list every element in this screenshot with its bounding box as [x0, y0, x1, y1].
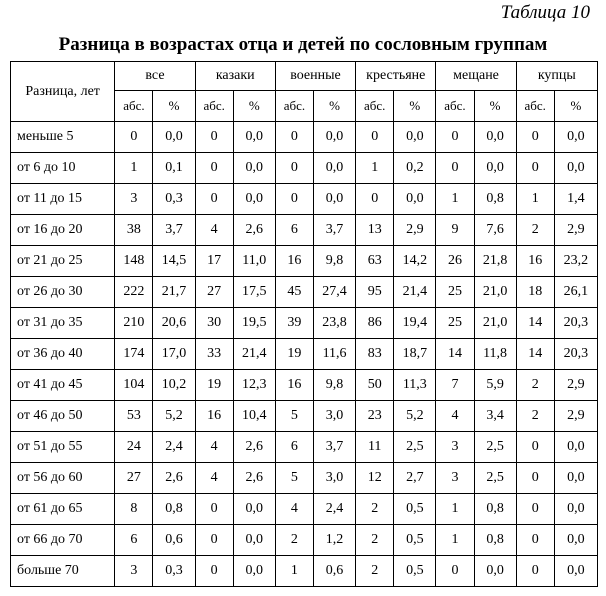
abs-value-cell: 0: [516, 463, 554, 494]
pct-value-cell: 2,4: [313, 494, 355, 525]
table-label: Таблица 10: [500, 2, 590, 23]
pct-value-cell: 14,2: [394, 246, 436, 277]
abs-value-cell: 0: [516, 122, 554, 153]
subheader-abs: абс.: [115, 91, 153, 122]
pct-value-cell: 0,0: [474, 153, 516, 184]
abs-value-cell: 16: [516, 246, 554, 277]
abs-value-cell: 0: [195, 184, 233, 215]
abs-value-cell: 0: [195, 525, 233, 556]
abs-value-cell: 5: [275, 463, 313, 494]
pct-value-cell: 20,6: [153, 308, 195, 339]
abs-value-cell: 0: [195, 153, 233, 184]
pct-value-cell: 9,8: [313, 370, 355, 401]
abs-value-cell: 0: [275, 153, 313, 184]
pct-value-cell: 0,0: [233, 122, 275, 153]
pct-value-cell: 17,0: [153, 339, 195, 370]
abs-value-cell: 7: [436, 370, 474, 401]
pct-value-cell: 0,0: [153, 122, 195, 153]
subheader-abs: абс.: [516, 91, 554, 122]
pct-value-cell: 0,5: [394, 494, 436, 525]
abs-value-cell: 26: [436, 246, 474, 277]
pct-value-cell: 21,0: [474, 277, 516, 308]
abs-value-cell: 6: [275, 432, 313, 463]
row-label: от 36 до 40: [11, 339, 115, 370]
abs-value-cell: 1: [516, 184, 554, 215]
table-row: [11, 277, 598, 308]
abs-value-cell: 0: [436, 556, 474, 587]
abs-value-cell: 5: [275, 401, 313, 432]
abs-value-cell: 33: [195, 339, 233, 370]
table-row: [11, 339, 598, 370]
abs-value-cell: 4: [195, 215, 233, 246]
pct-value-cell: 0,0: [233, 184, 275, 215]
row-label: от 51 до 55: [11, 432, 115, 463]
pct-value-cell: 23,2: [554, 246, 597, 277]
abs-value-cell: 19: [195, 370, 233, 401]
pct-value-cell: 2,9: [554, 401, 597, 432]
abs-value-cell: 6: [115, 525, 153, 556]
abs-value-cell: 19: [275, 339, 313, 370]
pct-value-cell: 0,0: [554, 494, 597, 525]
group-header-cell: все: [115, 62, 195, 91]
abs-value-cell: 2: [516, 401, 554, 432]
abs-value-cell: 4: [195, 463, 233, 494]
pct-value-cell: 0,6: [313, 556, 355, 587]
abs-value-cell: 148: [115, 246, 153, 277]
pct-value-cell: 2,6: [233, 215, 275, 246]
row-label: от 46 до 50: [11, 401, 115, 432]
abs-value-cell: 1: [436, 184, 474, 215]
abs-value-cell: 174: [115, 339, 153, 370]
abs-value-cell: 14: [436, 339, 474, 370]
pct-value-cell: 19,5: [233, 308, 275, 339]
pct-value-cell: 11,6: [313, 339, 355, 370]
pct-value-cell: 3,7: [153, 215, 195, 246]
pct-value-cell: 0,8: [474, 184, 516, 215]
abs-value-cell: 222: [115, 277, 153, 308]
abs-value-cell: 1: [436, 494, 474, 525]
row-label: от 31 до 35: [11, 308, 115, 339]
pct-value-cell: 0,0: [554, 525, 597, 556]
abs-value-cell: 12: [356, 463, 394, 494]
pct-value-cell: 2,5: [394, 432, 436, 463]
abs-value-cell: 18: [516, 277, 554, 308]
row-label: от 66 до 70: [11, 525, 115, 556]
group-header-cell: купцы: [516, 62, 597, 91]
pct-value-cell: 11,3: [394, 370, 436, 401]
pct-value-cell: 0,0: [554, 122, 597, 153]
pct-value-cell: 23,8: [313, 308, 355, 339]
row-label: от 61 до 65: [11, 494, 115, 525]
abs-value-cell: 23: [356, 401, 394, 432]
pct-value-cell: 7,6: [474, 215, 516, 246]
table-row: [11, 308, 598, 339]
pct-value-cell: 3,0: [313, 463, 355, 494]
table-row: [11, 525, 598, 556]
table-row: [11, 153, 598, 184]
row-label: от 26 до 30: [11, 277, 115, 308]
pct-value-cell: 0,0: [394, 184, 436, 215]
abs-value-cell: 0: [516, 556, 554, 587]
pct-value-cell: 0,0: [474, 122, 516, 153]
abs-value-cell: 4: [195, 432, 233, 463]
pct-value-cell: 0,1: [153, 153, 195, 184]
abs-value-cell: 3: [436, 463, 474, 494]
row-label: от 6 до 10: [11, 153, 115, 184]
subheader-abs: абс.: [275, 91, 313, 122]
table-body: [11, 122, 598, 587]
subheader-pct: %: [394, 91, 436, 122]
subheader-pct: %: [313, 91, 355, 122]
pct-value-cell: 0,5: [394, 525, 436, 556]
abs-value-cell: 24: [115, 432, 153, 463]
subheader-abs: абс.: [436, 91, 474, 122]
pct-value-cell: 0,0: [313, 122, 355, 153]
abs-value-cell: 0: [356, 122, 394, 153]
abs-value-cell: 86: [356, 308, 394, 339]
row-label: от 16 до 20: [11, 215, 115, 246]
pct-value-cell: 12,3: [233, 370, 275, 401]
pct-value-cell: 3,4: [474, 401, 516, 432]
group-header-cell: крестьяне: [356, 62, 436, 91]
abs-value-cell: 1: [356, 153, 394, 184]
pct-value-cell: 2,6: [233, 463, 275, 494]
abs-value-cell: 4: [275, 494, 313, 525]
abs-value-cell: 14: [516, 339, 554, 370]
pct-value-cell: 0,2: [394, 153, 436, 184]
row-label: от 21 до 25: [11, 246, 115, 277]
subheader-pct: %: [233, 91, 275, 122]
abs-value-cell: 104: [115, 370, 153, 401]
abs-value-cell: 17: [195, 246, 233, 277]
group-header-row: [11, 62, 598, 91]
pct-value-cell: 3,0: [313, 401, 355, 432]
pct-value-cell: 11,8: [474, 339, 516, 370]
age-difference-table: [10, 61, 598, 587]
abs-value-cell: 3: [115, 556, 153, 587]
group-header-cell: мещане: [436, 62, 516, 91]
pct-value-cell: 21,4: [394, 277, 436, 308]
pct-value-cell: 2,6: [153, 463, 195, 494]
abs-value-cell: 0: [195, 556, 233, 587]
pct-value-cell: 21,7: [153, 277, 195, 308]
pct-value-cell: 10,4: [233, 401, 275, 432]
table-row: [11, 401, 598, 432]
abs-value-cell: 1: [436, 525, 474, 556]
abs-value-cell: 16: [195, 401, 233, 432]
pct-value-cell: 2,4: [153, 432, 195, 463]
pct-value-cell: 9,8: [313, 246, 355, 277]
pct-value-cell: 0,0: [233, 556, 275, 587]
abs-value-cell: 0: [436, 122, 474, 153]
pct-value-cell: 0,0: [233, 494, 275, 525]
pct-value-cell: 10,2: [153, 370, 195, 401]
abs-value-cell: 2: [275, 525, 313, 556]
pct-value-cell: 14,5: [153, 246, 195, 277]
table-row: [11, 370, 598, 401]
subheader-pct: %: [474, 91, 516, 122]
pct-value-cell: 0,0: [554, 463, 597, 494]
subheader-pct: %: [554, 91, 597, 122]
pct-value-cell: 3,7: [313, 432, 355, 463]
row-label: от 11 до 15: [11, 184, 115, 215]
pct-value-cell: 0,0: [313, 153, 355, 184]
subheader-pct: %: [153, 91, 195, 122]
pct-value-cell: 0,0: [554, 556, 597, 587]
abs-value-cell: 13: [356, 215, 394, 246]
abs-value-cell: 30: [195, 308, 233, 339]
abs-value-cell: 25: [436, 308, 474, 339]
abs-value-cell: 0: [356, 184, 394, 215]
row-header-cell: Разница, лет: [11, 62, 115, 122]
abs-value-cell: 0: [195, 494, 233, 525]
pct-value-cell: 21,8: [474, 246, 516, 277]
abs-value-cell: 16: [275, 370, 313, 401]
pct-value-cell: 3,7: [313, 215, 355, 246]
pct-value-cell: 2,5: [474, 432, 516, 463]
abs-value-cell: 2: [516, 215, 554, 246]
abs-value-cell: 0: [275, 184, 313, 215]
abs-value-cell: 1: [115, 153, 153, 184]
pct-value-cell: 0,5: [394, 556, 436, 587]
abs-value-cell: 0: [516, 494, 554, 525]
pct-value-cell: 19,4: [394, 308, 436, 339]
group-header-cell: военные: [275, 62, 355, 91]
pct-value-cell: 0,0: [233, 153, 275, 184]
pct-value-cell: 27,4: [313, 277, 355, 308]
pct-value-cell: 0,0: [394, 122, 436, 153]
abs-value-cell: 0: [115, 122, 153, 153]
pct-value-cell: 21,4: [233, 339, 275, 370]
pct-value-cell: 5,2: [394, 401, 436, 432]
pct-value-cell: 0,6: [153, 525, 195, 556]
abs-value-cell: 27: [115, 463, 153, 494]
row-label: больше 70: [11, 556, 115, 587]
pct-value-cell: 0,8: [474, 525, 516, 556]
abs-value-cell: 3: [115, 184, 153, 215]
table-row: [11, 246, 598, 277]
abs-value-cell: 45: [275, 277, 313, 308]
pct-value-cell: 0,0: [474, 556, 516, 587]
pct-value-cell: 2,9: [394, 215, 436, 246]
abs-value-cell: 16: [275, 246, 313, 277]
abs-value-cell: 0: [275, 122, 313, 153]
pct-value-cell: 0,0: [554, 153, 597, 184]
subheader-abs: абс.: [356, 91, 394, 122]
table-row: [11, 556, 598, 587]
abs-value-cell: 9: [436, 215, 474, 246]
table-row: [11, 184, 598, 215]
pct-value-cell: 18,7: [394, 339, 436, 370]
pct-value-cell: 21,0: [474, 308, 516, 339]
pct-value-cell: 1,2: [313, 525, 355, 556]
table-row: [11, 463, 598, 494]
abs-value-cell: 4: [436, 401, 474, 432]
table-row: [11, 494, 598, 525]
abs-value-cell: 0: [195, 122, 233, 153]
row-label: меньше 5: [11, 122, 115, 153]
pct-value-cell: 2,9: [554, 370, 597, 401]
abs-value-cell: 0: [516, 432, 554, 463]
abs-value-cell: 1: [275, 556, 313, 587]
pct-value-cell: 0,3: [153, 184, 195, 215]
table-row: [11, 432, 598, 463]
pct-value-cell: 0,8: [474, 494, 516, 525]
pct-value-cell: 0,3: [153, 556, 195, 587]
abs-value-cell: 63: [356, 246, 394, 277]
pct-value-cell: 17,5: [233, 277, 275, 308]
pct-value-cell: 5,2: [153, 401, 195, 432]
group-header-cell: казаки: [195, 62, 275, 91]
abs-value-cell: 3: [436, 432, 474, 463]
abs-value-cell: 11: [356, 432, 394, 463]
subheader-abs: абс.: [195, 91, 233, 122]
row-label: от 56 до 60: [11, 463, 115, 494]
abs-value-cell: 25: [436, 277, 474, 308]
table-title: Разница в возрастах отца и детей по сословным группам: [58, 34, 548, 55]
pct-value-cell: 2,5: [474, 463, 516, 494]
pct-value-cell: 5,9: [474, 370, 516, 401]
pct-value-cell: 0,0: [233, 525, 275, 556]
pct-value-cell: 2,6: [233, 432, 275, 463]
abs-value-cell: 95: [356, 277, 394, 308]
abs-value-cell: 83: [356, 339, 394, 370]
abs-value-cell: 39: [275, 308, 313, 339]
abs-value-cell: 14: [516, 308, 554, 339]
abs-value-cell: 2: [516, 370, 554, 401]
pct-value-cell: 0,8: [153, 494, 195, 525]
abs-value-cell: 8: [115, 494, 153, 525]
abs-value-cell: 38: [115, 215, 153, 246]
abs-value-cell: 2: [356, 525, 394, 556]
abs-value-cell: 27: [195, 277, 233, 308]
abs-value-cell: 210: [115, 308, 153, 339]
pct-value-cell: 26,1: [554, 277, 597, 308]
abs-value-cell: 6: [275, 215, 313, 246]
pct-value-cell: 20,3: [554, 339, 597, 370]
abs-value-cell: 0: [436, 153, 474, 184]
pct-value-cell: 2,9: [554, 215, 597, 246]
pct-value-cell: 2,7: [394, 463, 436, 494]
abs-value-cell: 2: [356, 556, 394, 587]
abs-value-cell: 0: [516, 525, 554, 556]
row-label: от 41 до 45: [11, 370, 115, 401]
table-row: [11, 215, 598, 246]
abs-value-cell: 50: [356, 370, 394, 401]
abs-value-cell: 53: [115, 401, 153, 432]
abs-value-cell: 2: [356, 494, 394, 525]
pct-value-cell: 20,3: [554, 308, 597, 339]
pct-value-cell: 0,0: [554, 432, 597, 463]
table-row: [11, 122, 598, 153]
pct-value-cell: 0,0: [313, 184, 355, 215]
pct-value-cell: 1,4: [554, 184, 597, 215]
abs-value-cell: 0: [516, 153, 554, 184]
pct-value-cell: 11,0: [233, 246, 275, 277]
